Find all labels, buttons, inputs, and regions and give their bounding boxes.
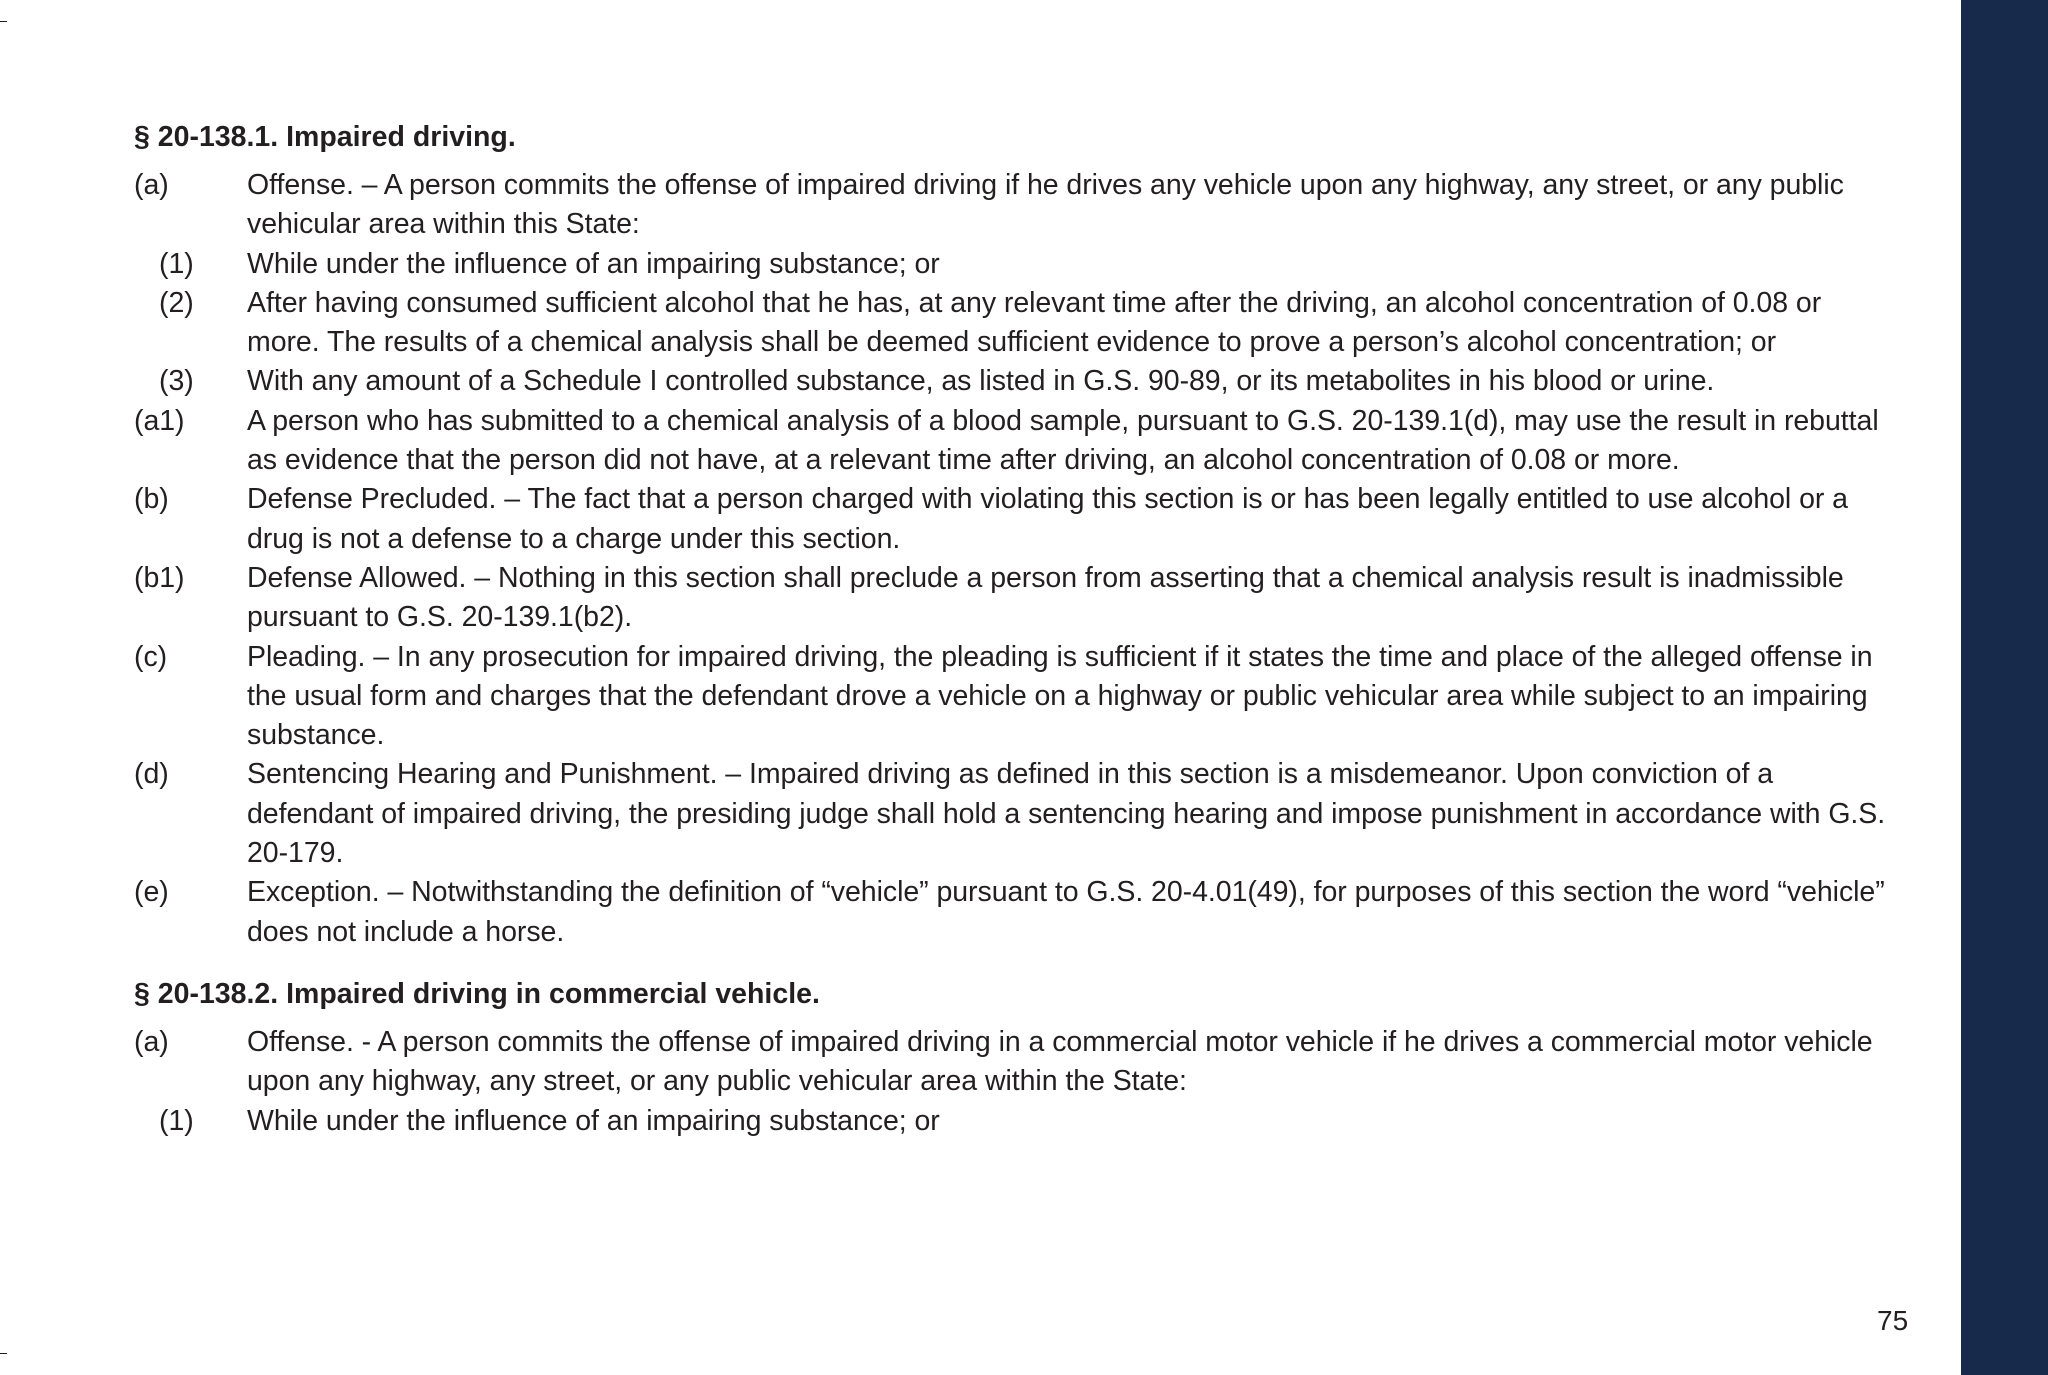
- subdivision-number: (1): [159, 1104, 194, 1137]
- crop-mark-top: [0, 21, 7, 22]
- subsection-c: [134, 638, 1894, 756]
- subsection-text: Defense Allowed. – Nothing in this section shall preclude a person from asserting that a chemical analysis result is inadmissible pursuant to G.S. 20-139.1(b2).: [247, 561, 1844, 634]
- subdivision-1: [134, 245, 1894, 284]
- subsection-number: (a): [134, 1025, 169, 1058]
- section-heading: § 20-138.1. Impaired driving.: [134, 121, 516, 153]
- subdivision-number: (1): [159, 247, 194, 280]
- subsection-text: Defense Precluded. – The fact that a person charged with violating this section is or has been legally entitled to use alcohol or a drug is not a defense to a charge under this section.: [247, 483, 1848, 555]
- subdivision-1: [134, 1102, 1894, 1141]
- subsection-text: Pleading. – In any prosecution for impaired driving, the pleading is sufficient if it states the time and place of the alleged offense in the usual form and charges that the defendant drove a vehicle on a highway or public vehicular area while subject to an impairing substance.: [247, 640, 1873, 752]
- subdivision-2: [134, 284, 1894, 363]
- subsection-a: [134, 166, 1894, 245]
- subsection-d: [134, 755, 1894, 873]
- subsection-number: (b1): [134, 561, 185, 594]
- statute-text: [134, 118, 1894, 1141]
- subsection-a1: [134, 402, 1894, 481]
- crop-mark-bottom: [0, 1353, 7, 1354]
- subsection-text: Exception. – Notwithstanding the definition of “vehicle” pursuant to G.S. 20-4.01(49), for purposes of this section the word “vehicle” does not include a horse.: [247, 876, 1885, 948]
- subdivision-text: While under the influence of an impairing substance; or: [247, 247, 940, 280]
- section-20-138-2: [134, 975, 1894, 1141]
- subsection-b1: [134, 559, 1894, 638]
- subsection-b: [134, 480, 1894, 559]
- subsection-number: (a1): [134, 404, 185, 437]
- subsection-text: Sentencing Hearing and Punishment. – Impaired driving as defined in this section is a misdemeanor. Upon conviction of a defendant of impaired driving, the presiding judge shall hold a sentencing hearing and impose punishment in accordance with G.S. 20-179.: [247, 758, 1886, 870]
- subsection-a: [134, 1023, 1894, 1102]
- section-heading: § 20-138.2. Impaired driving in commercial vehicle.: [134, 977, 820, 1010]
- subsection-number: (c): [134, 640, 168, 673]
- subsection-number: (b): [134, 483, 169, 516]
- subsection-number: (d): [134, 758, 169, 791]
- subsection-text: A person who has submitted to a chemical analysis of a blood sample, pursuant to G.S. 20-139.1(d), may use the result in rebuttal as evidence that the person did not have, at a relevant time after driving, an alcohol concentration of 0.08 or more.: [247, 404, 1879, 477]
- subdivision-text: After having consumed sufficient alcohol that he has, at any relevant time after the driving, an alcohol concentration of 0.08 or more. The results of a chemical analysis shall be deemed sufficient evidence to prove a person’s alcohol concentration; or: [247, 286, 1822, 359]
- subsection-text: Offense. - A person commits the offense of impaired driving in a commercial motor vehicle if he drives a commercial motor vehicle upon any highway, any street, or any public vehicular area within the State:: [247, 1025, 1873, 1098]
- subsection-e: [134, 873, 1894, 952]
- subsection-number: (e): [134, 876, 169, 909]
- subdivision-number: (2): [159, 286, 194, 319]
- subdivision-3: [134, 362, 1894, 401]
- subdivision-text: While under the influence of an impairing substance; or: [247, 1104, 940, 1137]
- subdivision-number: (3): [159, 365, 194, 398]
- sidebar-color-band: [1961, 0, 2048, 1375]
- subsection-text: Offense. – A person commits the offense of impaired driving if he drives any vehicle upon any highway, any street, or any public vehicular area within this State:: [247, 169, 1844, 241]
- page-number: 75: [1877, 1305, 1909, 1336]
- section-20-138-1: [134, 118, 1894, 952]
- subsection-number: (a): [134, 169, 169, 201]
- subdivision-text: With any amount of a Schedule I controlled substance, as listed in G.S. 90-89, or its metabolites in his blood or urine.: [247, 365, 1715, 398]
